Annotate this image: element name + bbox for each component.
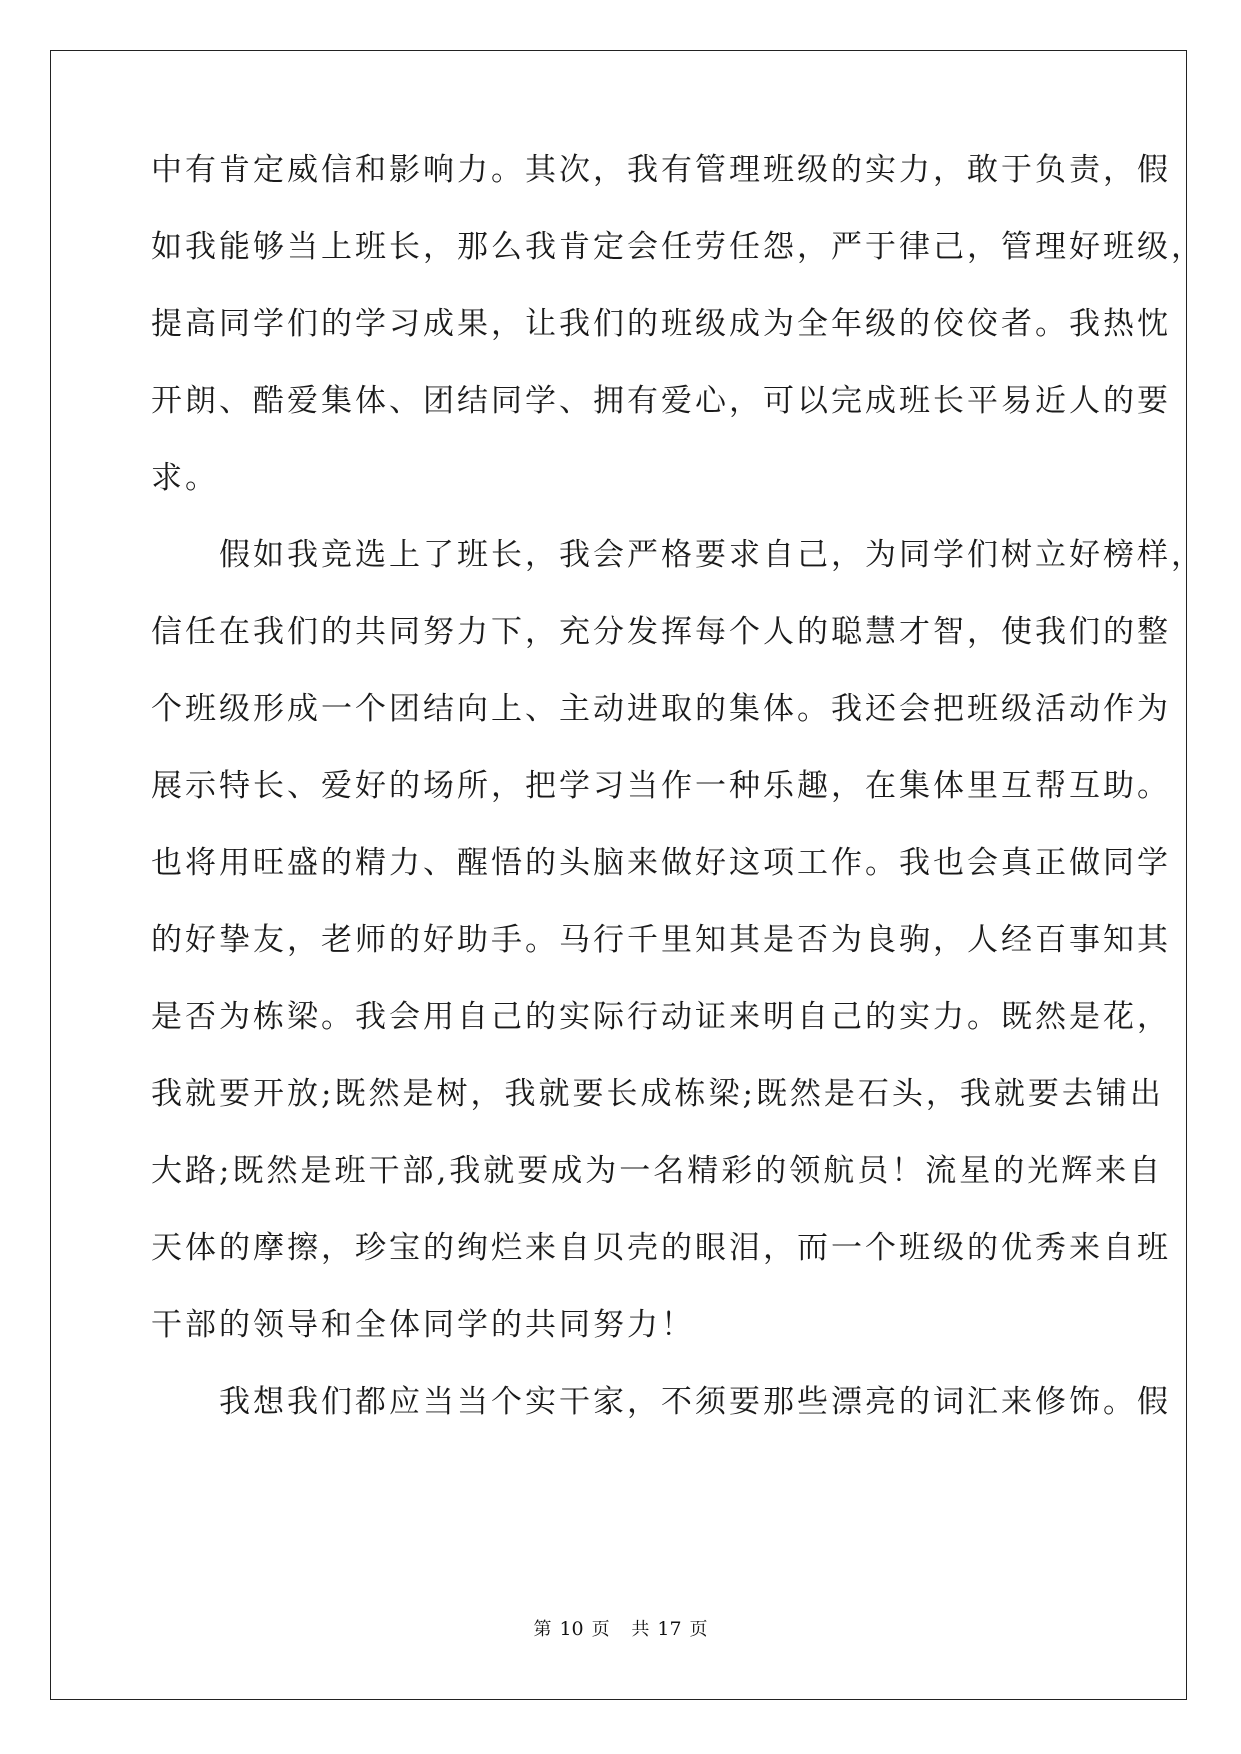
page-current: 10 (559, 1618, 584, 1640)
text-line: 的好挚友，老师的好助手。马行千里知其是否为良驹，人经百事知其 (151, 922, 1171, 958)
text-line: 我想我们都应当当个实干家，不须要那些漂亮的词汇来修饰。假 (151, 1384, 1171, 1420)
page-total (627, 1619, 711, 1640)
total-prefix: 共 (631, 1619, 650, 1640)
page-prefix: 第 (533, 1619, 552, 1640)
text-line: 信任在我们的共同努力下，充分发挥每个人的聪慧才智，使我们的整 (151, 614, 1171, 650)
text-line: 开朗、酷爱集体、团结同学、拥有爱心，可以完成班长平易近人的要 (151, 383, 1171, 419)
text-line: 提高同学们的学习成果，让我们的班级成为全年级的佼佼者。我热忱 (151, 306, 1171, 342)
page-number (529, 1619, 613, 1640)
text-line: 大路;既然是班干部,我就要成为一名精彩的领航员！流星的光辉来自 (151, 1153, 1164, 1189)
text-line: 干部的领导和全体同学的共同努力！ (151, 1307, 695, 1343)
total-unit: 页 (689, 1619, 708, 1640)
text-line: 个班级形成一个团结向上、主动进取的集体。我还会把班级活动作为 (151, 691, 1171, 727)
text-line: 假如我竞选上了班长，我会严格要求自己，为同学们树立好榜样， (151, 537, 1205, 573)
page-footer (0, 1617, 1241, 1642)
total-count: 17 (657, 1618, 682, 1640)
text-line: 中有肯定威信和影响力。其次，我有管理班级的实力，敢于负责，假 (151, 152, 1171, 188)
page-unit: 页 (591, 1619, 610, 1640)
text-line: 展示特长、爱好的场所，把学习当作一种乐趣，在集体里互帮互助。 (151, 768, 1171, 804)
text-line: 求。 (151, 460, 219, 496)
text-line: 天体的摩擦，珍宝的绚烂来自贝壳的眼泪，而一个班级的优秀来自班 (151, 1230, 1171, 1266)
text-line: 也将用旺盛的精力、醒悟的头脑来做好这项工作。我也会真正做同学 (151, 845, 1171, 881)
text-line: 是否为栋梁。我会用自己的实际行动证来明自己的实力。既然是花， (151, 999, 1171, 1035)
text-line: 如我能够当上班长，那么我肯定会任劳任怨，严于律己，管理好班级， (151, 229, 1205, 265)
text-line: 我就要开放;既然是树，我就要长成栋梁;既然是石头，我就要去铺出 (151, 1076, 1164, 1112)
